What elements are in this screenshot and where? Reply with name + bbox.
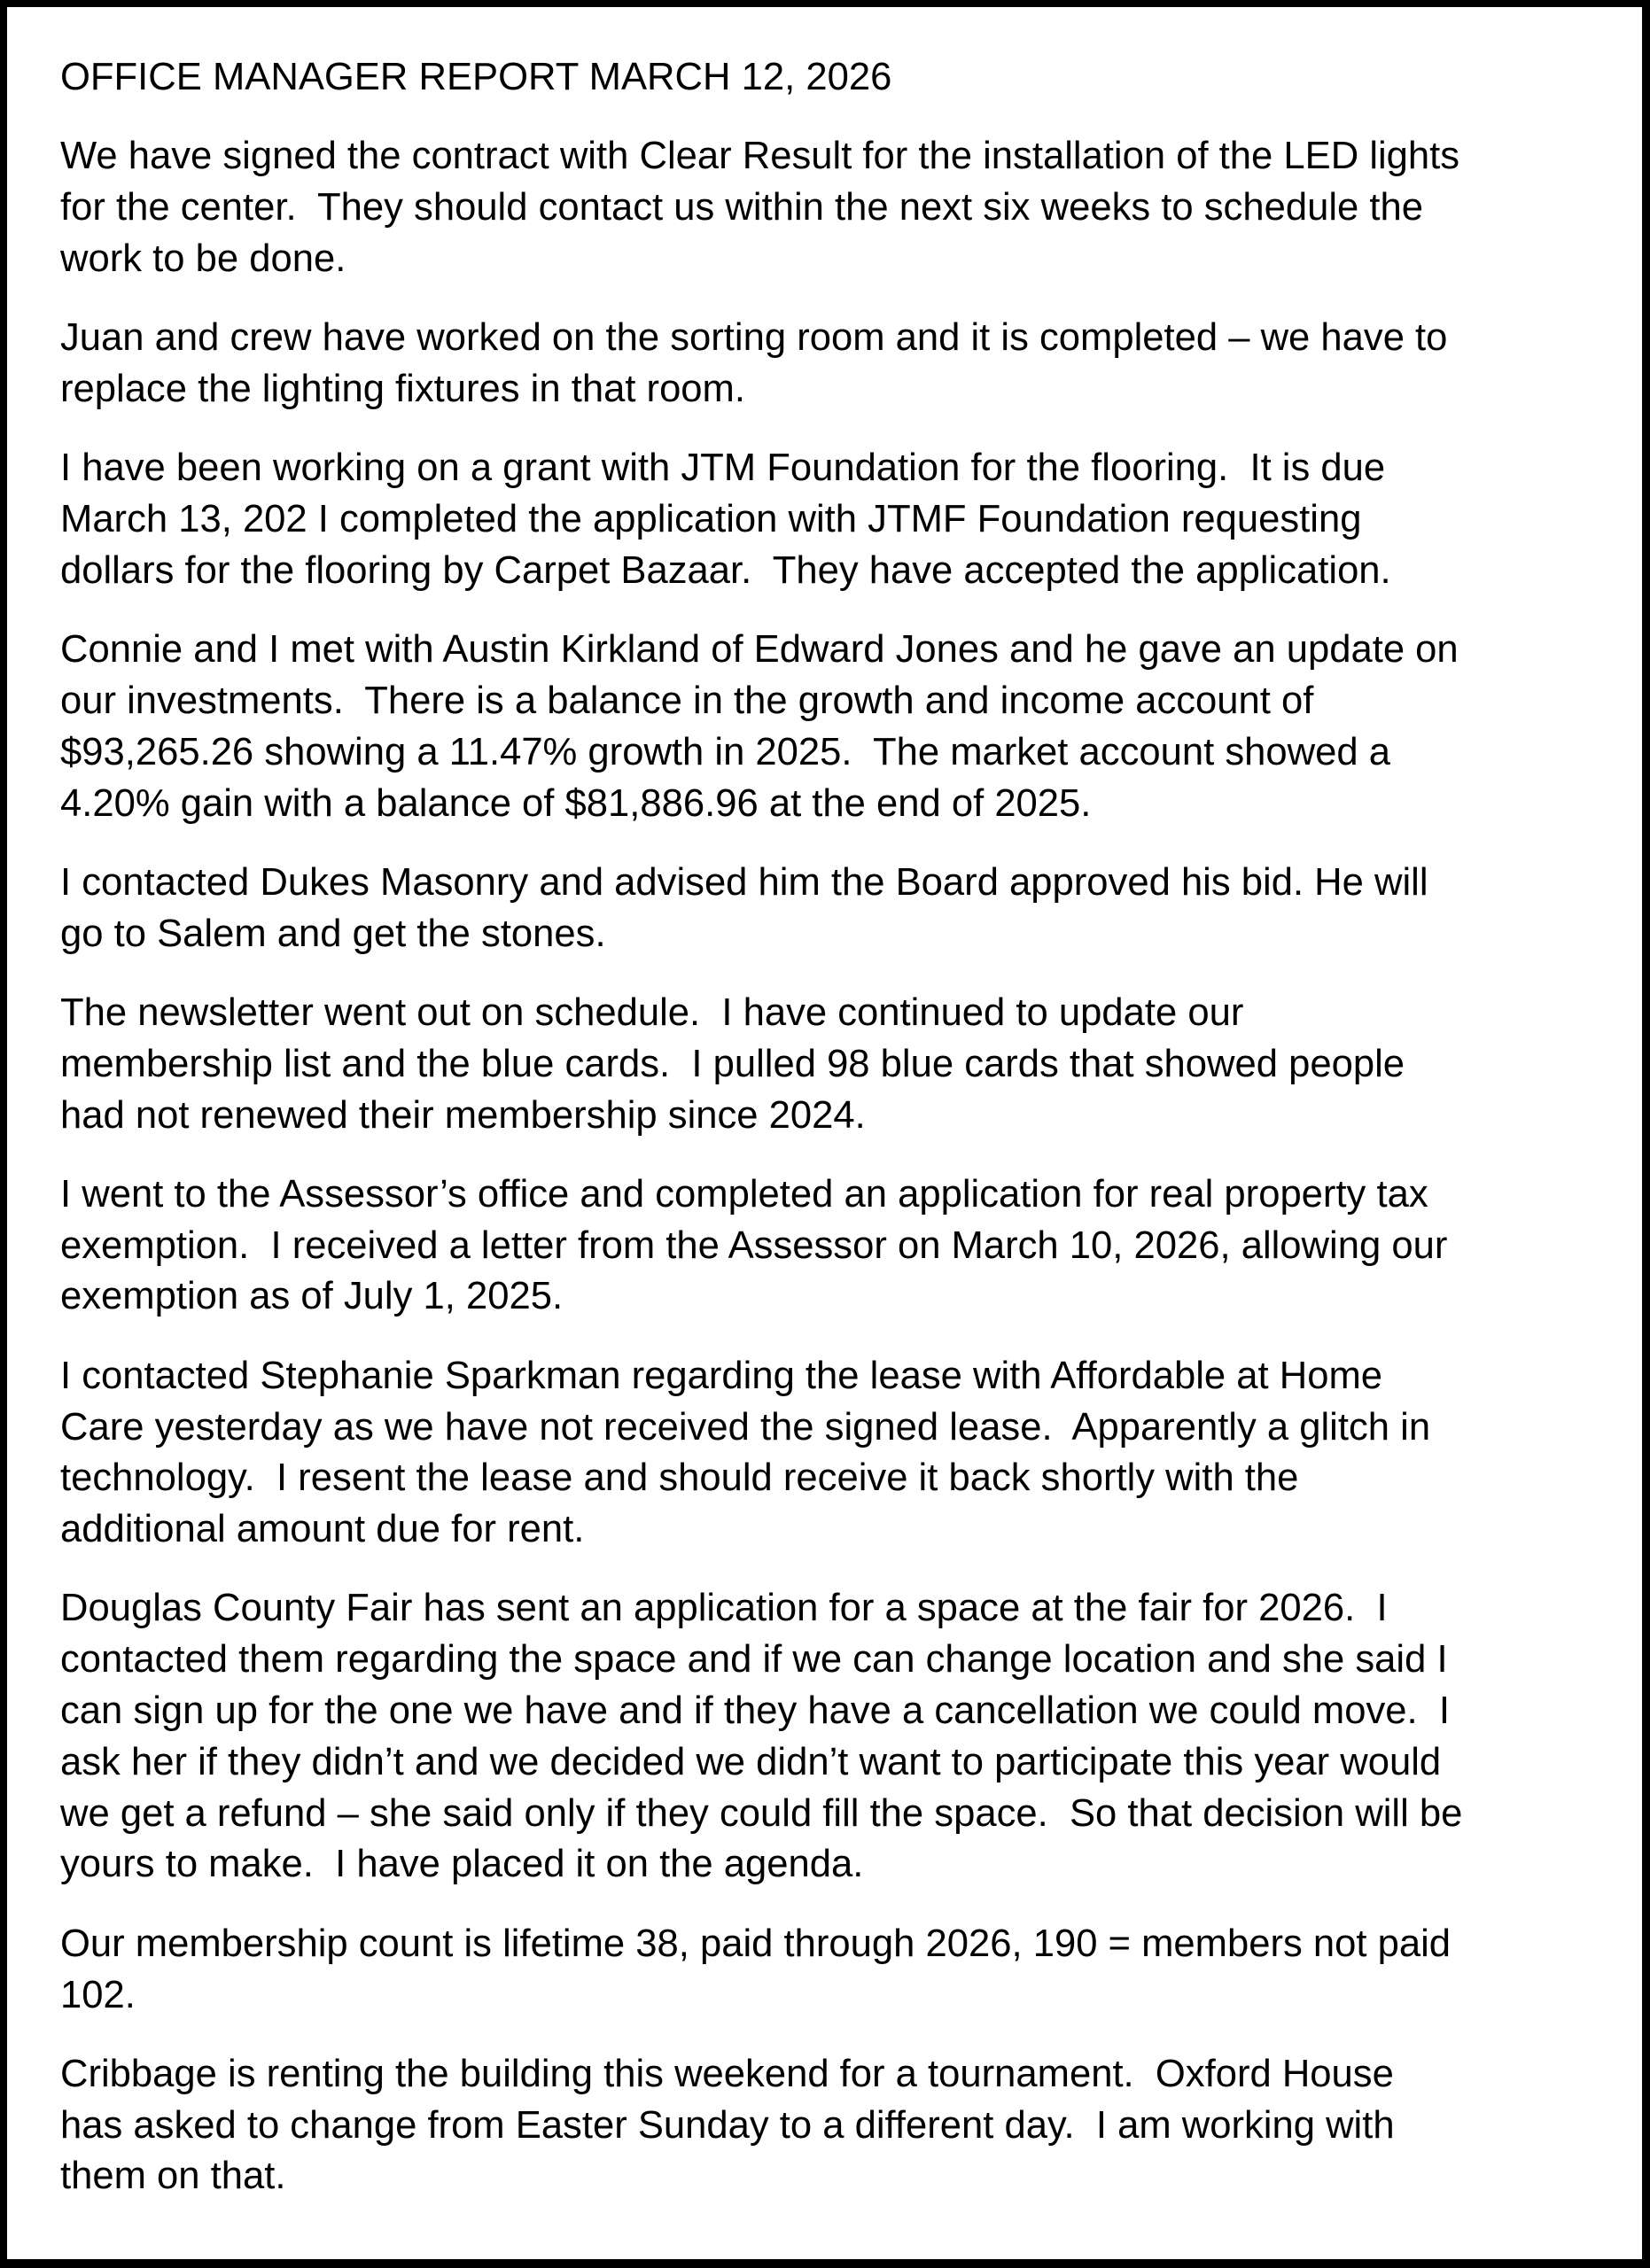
paragraph-membership-count [60,1919,1638,2022]
paragraph-newsletter [60,988,1638,1141]
paragraph-line: March 13, 202 I completed the application with JTMF Foundation requesting [60,498,1362,541]
paragraph-sorting-room [60,313,1638,416]
paragraph-line: had not renewed their membership since 2024. [60,1093,866,1137]
paragraph-line: exemption as of July 1, 2025. [60,1275,564,1318]
paragraph-lease [60,1351,1638,1556]
paragraph-line: Our membership count is lifetime 38, paid through 2026, 190 = members not paid [60,1922,1452,1965]
paragraph-line: I contacted Stephanie Sparkman regarding the lease with Affordable at Home [60,1354,1382,1397]
paragraph-line: We have signed the contract with Clear Result for the installation of the LED lights [60,135,1460,178]
paragraph-line: exemption. I received a letter from the Assessor on March 10, 2026, allowing our [60,1223,1448,1267]
paragraph-line: I contacted Dukes Masonry and advised him the Board approved his bid. He will [60,860,1428,904]
paragraph-line: I went to the Assessor’s office and completed an application for real property tax [60,1172,1428,1216]
report-title-text: OFFICE MANAGER REPORT MARCH 12, 2026 [60,56,892,98]
paragraph-investments [60,625,1638,829]
paragraph-line: contacted them regarding the space and if we can change location and she said I [60,1638,1448,1682]
paragraph-line: for the center. They should contact us within the next six weeks to schedule the [60,186,1423,229]
paragraph-line: The newsletter went out on schedule. I have continued to update our [60,990,1244,1034]
paragraph-line: replace the lighting fixtures in that room. [60,367,745,410]
paragraph-line: we get a refund – she said only if they could fill the space. So that decision will be [60,1791,1463,1835]
paragraph-line: Connie and I met with Austin Kirkland of Edward Jones and he gave an update on [60,628,1459,672]
paragraph-masonry [60,858,1638,960]
paragraph-line: our investments. There is a balance in the growth and income account of [60,679,1314,722]
paragraph-line: technology. I resent the lease and should receive it back shortly with the [60,1456,1299,1500]
paragraph-line: 4.20% gain with a balance of $81,886.96 at the end of 2025. [60,781,1092,825]
paragraph-line: $93,265.26 showing a 11.47% growth in 2025. The market account showed a [60,730,1390,773]
paragraph-line: Care yesterday as we have not received the signed lease. Apparently a glitch in [60,1405,1431,1449]
report-body [60,52,1638,2231]
paragraph-line: 102. [60,1973,136,2016]
paragraph-line: Douglas County Fair has sent an application for a space at the fair for 2026. I [60,1587,1388,1630]
paragraph-led-lights [60,131,1638,284]
paragraph-county-fair [60,1583,1638,1891]
paragraph-line: membership list and the blue cards. I pulled 98 blue cards that showed people [60,1042,1405,1085]
paragraph-line: ask her if they didn’t and we decided we didn’t want to participate this year would [60,1740,1442,1783]
paragraph-line: yours to make. I have placed it on the agenda. [60,1843,864,1886]
paragraph-tax-exemption [60,1169,1638,1323]
paragraph-grant [60,443,1638,596]
paragraph-line: dollars for the flooring by Carpet Bazaar. They have accepted the application. [60,548,1391,592]
paragraph-line: additional amount due for rent. [60,1508,585,1551]
paragraph-line: them on that. [60,2155,286,2198]
paragraph-line: Cribbage is renting the building this weekend for a tournament. Oxford House [60,2052,1394,2095]
paragraph-line: has asked to change from Easter Sunday to a different day. I am working with [60,2103,1395,2147]
paragraph-line: I have been working on a grant with JTM Foundation for the flooring. It is due [60,447,1386,490]
paragraph-building-rentals [60,2049,1638,2202]
paragraph-line: work to be done. [60,237,346,280]
paragraph-line: Juan and crew have worked on the sorting room and it is completed – we have to [60,316,1448,360]
paragraph-line: go to Salem and get the stones. [60,912,606,955]
report-title [60,52,1638,104]
paragraph-line: can sign up for the one we have and if they have a cancellation we could move. I [60,1689,1450,1733]
